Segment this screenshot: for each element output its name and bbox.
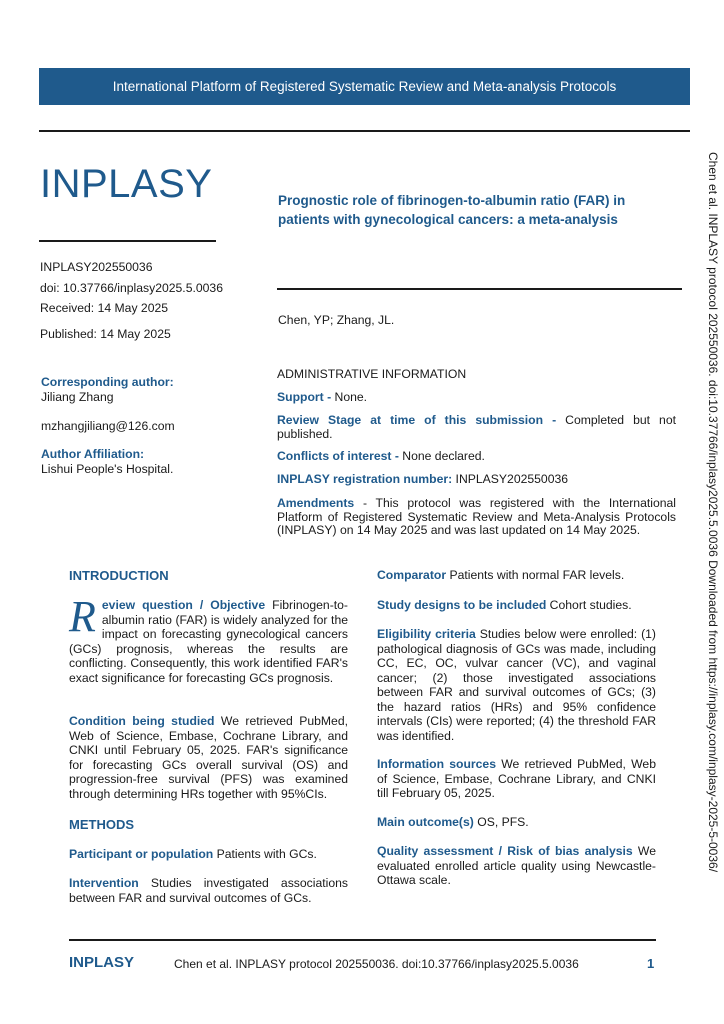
footer-logo: INPLASY: [69, 954, 135, 971]
information-sources-label: Information sources: [377, 757, 496, 771]
admin-registration: [277, 473, 676, 487]
logo-divider: [39, 240, 216, 242]
main-outcomes-label: Main outcome(s): [377, 815, 474, 829]
study-designs: [377, 598, 656, 613]
authors: Chen, YP; Zhang, JL.: [278, 313, 395, 327]
main-outcomes: [377, 815, 656, 830]
footer-citation: Chen et al. INPLASY protocol 202550036. doi:10.37766/inplasy2025.5.0036: [174, 957, 579, 971]
article-title: Prognostic role of fibrinogen-to-albumin ratio (FAR) in patients with gynecological cancers: a meta-analysis: [278, 193, 626, 227]
information-sources-text: We retrieved PubMed, Web of Science, Embase, Cochrane Library, and CNKI till February 05, 2025.: [377, 757, 656, 800]
participants: [69, 847, 348, 862]
review-question-label: eview question / Objective: [101, 598, 266, 612]
quality-assessment-label: Quality assessment / Risk of bias analysis: [377, 844, 633, 858]
condition-text: We retrieved PubMed, Web of Science, Embase, Cochrane Library, and CNKI until February 05, 2025. FAR's significance for forecasting GCs overall survival (OS) and progression-free survival (PFS) was examined through determining HRs together with 95%CIs.: [69, 714, 348, 801]
registration-id: INPLASY202550036: [40, 260, 153, 274]
methods-heading: METHODS: [69, 817, 134, 832]
affiliation: Lishui People's Hospital.: [41, 462, 174, 476]
conflicts-value: None declared.: [398, 449, 485, 463]
comparator: [377, 568, 656, 583]
study-designs-text: Cohort studies.: [546, 598, 632, 612]
review-question: [69, 592, 348, 685]
dropcap: R: [69, 592, 96, 641]
stage-value: Completed but not published.: [277, 413, 676, 441]
affiliation-label: Author Affiliation:: [41, 447, 145, 461]
admin-stage: [277, 414, 676, 441]
registration-value: INPLASY202550036: [452, 472, 569, 486]
condition-label: Condition being studied: [69, 714, 215, 728]
side-citation[interactable]: Chen et al. INPLASY protocol 202550036. doi:10.37766/inplasy2025.5.0036 Downloaded from https://inplasy.com/inplasy-2025-5-0036/: [706, 152, 720, 873]
conflicts-label: Conflicts of interest -: [277, 449, 399, 463]
information-sources: [377, 757, 656, 801]
footer-divider: [69, 939, 656, 941]
top-divider: [39, 130, 690, 132]
participants-label: Participant or population: [69, 847, 214, 861]
comparator-label: Comparator: [377, 568, 447, 582]
admin-support: [277, 391, 676, 405]
amendments-label: Amendments: [277, 496, 355, 510]
received-date: Received: 14 May 2025: [40, 301, 169, 315]
corresponding-author-name: Jiliang Zhang: [41, 390, 114, 404]
header-banner: [39, 68, 690, 105]
condition-studied: [69, 714, 348, 801]
amendments-value: - This protocol was registered with the International Platform of Registered Systematic Review and Meta-Analysis Protocols (INPLASY) on 14 May 2025 and was last updated on 14 May 2025.: [277, 496, 676, 537]
introduction-heading: INTRODUCTION: [69, 568, 169, 583]
banner-text: International Platform of Registered Systematic Review and Meta-analysis Protocols: [112, 79, 617, 94]
inplasy-logo: INPLASY: [40, 162, 213, 206]
published-date: Published: 14 May 2025: [40, 327, 171, 341]
corresponding-author-label: Corresponding author:: [41, 375, 174, 389]
intervention-label: Intervention: [69, 876, 139, 890]
main-outcomes-text: OS, PFS.: [473, 815, 529, 829]
admin-amendments: [277, 497, 676, 538]
study-designs-label: Study designs to be included: [377, 598, 547, 612]
comparator-text: Patients with normal FAR levels.: [446, 568, 625, 582]
page-number: 1: [647, 956, 655, 971]
admin-heading: ADMINISTRATIVE INFORMATION: [277, 367, 467, 381]
admin-conflicts: [277, 450, 676, 464]
eligibility-label: Eligibility criteria: [377, 627, 476, 641]
eligibility-text: Studies below were enrolled: (1) pathological diagnosis of GCs was made, including CC, EC, OC, vulvar cancer (VC), and vaginal cancer; (2) those investigated associations between FAR and survival outcomes of GCs; (3) the hazard ratios (HRs) and 95% confidence intervals (CIs) were reported; (4) the threshold FAR was identified.: [377, 627, 656, 743]
participants-text: Patients with GCs.: [213, 847, 317, 861]
corresponding-author-email[interactable]: mzhangjiliang@126.com: [41, 419, 175, 433]
intervention: [69, 876, 348, 905]
stage-label: Review Stage at time of this submission -: [277, 413, 557, 427]
quality-assessment: [377, 844, 656, 888]
intervention-text: Studies investigated associations between FAR and survival outcomes of GCs.: [69, 876, 348, 905]
eligibility: [377, 627, 656, 743]
quality-assessment-text: We evaluated enrolled article quality using Newcastle-Ottawa scale.: [377, 844, 656, 887]
doi: doi: 10.37766/inplasy2025.5.0036: [40, 281, 223, 295]
title-divider: [277, 288, 682, 290]
support-label: Support -: [277, 390, 332, 404]
review-question-text: Fibrinogen-to-albumin ratio (FAR) is widely analyzed for the impact on forecasting gynecological cancers (GCs) prognosis, whereas the results are conflicting. Consequently, this work identified FAR's exact significance for forecasting GCs prognosis.: [69, 598, 348, 685]
registration-label: INPLASY registration number:: [277, 472, 453, 486]
support-value: None.: [331, 390, 368, 404]
